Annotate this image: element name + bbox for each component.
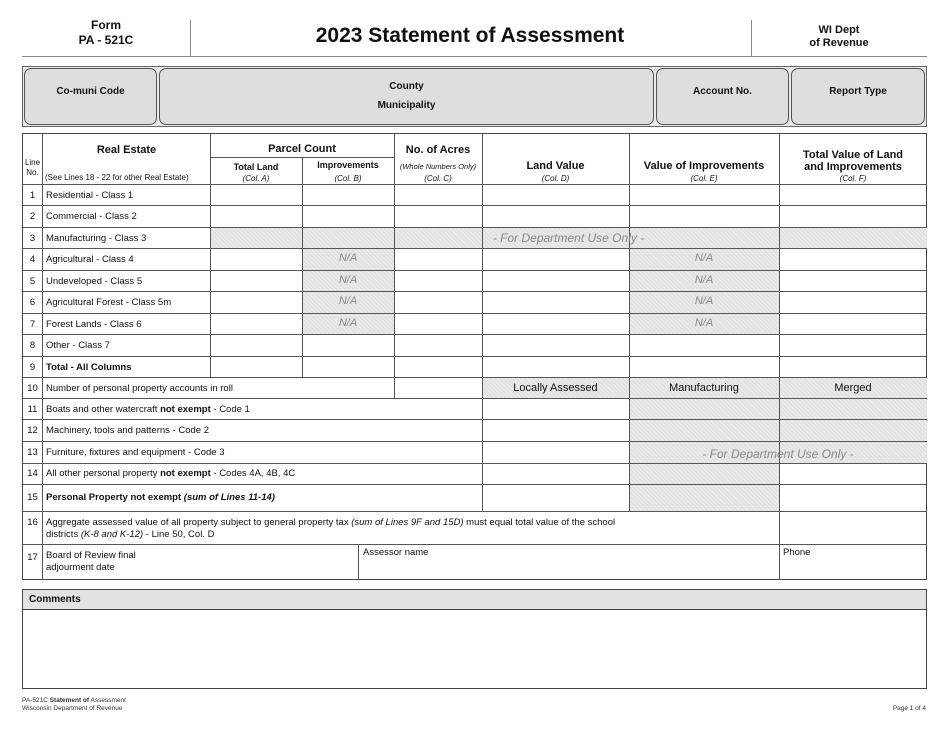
row-label: Personal Property not exempt (sum of Lines 11-14) <box>46 492 275 503</box>
dept-line-1: WI Dept <box>818 24 860 36</box>
row-label: Forest Lands - Class 6 <box>46 319 142 330</box>
row12-shaded <box>629 419 927 441</box>
na-marker: N/A <box>338 252 358 264</box>
assessment-table <box>22 133 927 580</box>
col-f-label: (Col. F) <box>839 174 867 183</box>
row-number: 8 <box>29 340 36 351</box>
comuni-code-label: Co-muni Code <box>56 86 125 97</box>
comuni-code-field[interactable] <box>24 68 157 125</box>
row-label: Agricultural - Class 4 <box>46 254 134 265</box>
na-marker: N/A <box>694 295 714 307</box>
row-number: 6 <box>29 297 36 308</box>
total-land-header: Total Land <box>233 162 279 172</box>
dept-use-only-row3: - For Department Use Only - <box>492 231 645 245</box>
row-number: 4 <box>29 254 36 265</box>
value-improvements-header: Value of Improvements <box>643 160 765 172</box>
total-value-header-1: Total Value of Land <box>802 149 904 161</box>
row-label: Undeveloped - Class 5 <box>46 276 143 287</box>
manufacturing-label: Manufacturing <box>669 382 739 394</box>
col-c-label: (Col. C) <box>424 174 452 183</box>
line-no-header: Line No. <box>24 158 41 177</box>
row-label: Number of personal property accounts in roll <box>46 383 233 394</box>
report-type-field[interactable] <box>791 68 925 125</box>
col-e-label: (Col. E) <box>690 174 718 183</box>
assessor-name-label: Assessor name <box>363 547 429 558</box>
row-number: 7 <box>29 319 36 330</box>
row-label: Boats and other watercraft not exempt - Code 1 <box>46 404 250 415</box>
row-number: 14 <box>27 468 38 479</box>
col-b-label: (Col. B) <box>334 174 362 183</box>
row-label: Board of Review final adjourment date <box>46 550 136 573</box>
row-number: 3 <box>29 233 36 244</box>
col-d-label: (Col. D) <box>541 174 570 183</box>
row-label: Agricultural Forest - Class 5m <box>46 297 172 308</box>
na-marker: N/A <box>694 252 714 264</box>
county-label: County <box>389 81 424 92</box>
row-number: 15 <box>27 492 38 503</box>
row-label: Total - All Columns <box>46 362 132 373</box>
row-label: All other personal property not exempt - Codes 4A, 4B, 4C <box>46 468 296 479</box>
row-number: 11 <box>27 404 38 415</box>
row15-shaded <box>629 484 779 511</box>
improvements-header: Improvements <box>317 160 379 170</box>
row-number: 1 <box>29 190 36 201</box>
acres-note: (Whole Numbers Only) <box>399 162 477 171</box>
form-number: PA - 521C <box>78 33 134 47</box>
acres-header: No. of Acres <box>405 144 471 156</box>
na-marker: N/A <box>338 295 358 307</box>
comments-section <box>22 589 927 689</box>
na-marker: N/A <box>338 317 358 329</box>
page-number: Page 1 of 4 <box>892 705 926 712</box>
phone-label: Phone <box>783 547 811 558</box>
total-value-header-2: and Improvements <box>804 161 902 173</box>
comments-header: Comments <box>23 590 926 610</box>
row-label: Residential - Class 1 <box>46 190 134 201</box>
land-value-header: Land Value <box>526 160 585 172</box>
row-number: 5 <box>29 276 36 287</box>
row14-shaded <box>629 463 779 484</box>
row-label: Furniture, fixtures and equipment - Code 3 <box>46 447 225 458</box>
header-rule <box>22 56 927 57</box>
col-a-label: (Col. A) <box>242 174 270 183</box>
comments-textarea[interactable] <box>23 610 926 688</box>
dept-use-only-row13: - For Department Use Only - <box>702 447 854 461</box>
account-no-field[interactable] <box>656 68 789 125</box>
locally-assessed-label: Locally Assessed <box>513 382 598 394</box>
merged-label: Merged <box>834 382 872 394</box>
row-number: 13 <box>27 447 38 458</box>
row-number: 12 <box>27 425 38 436</box>
county-municipality-field[interactable] <box>159 68 654 125</box>
page-title: 2023 Statement of Assessment <box>315 24 625 47</box>
na-marker: N/A <box>694 274 714 286</box>
form-label: Form <box>91 18 121 32</box>
parcel-count-header: Parcel Count <box>268 143 336 155</box>
na-marker: N/A <box>694 317 714 329</box>
row-number: 17 <box>27 552 38 563</box>
row11-shaded <box>629 398 927 419</box>
row-number: 2 <box>29 211 36 222</box>
footer-left: PA-521C Statement of Assessment Wisconsin Department of Revenue <box>22 697 126 712</box>
real-estate-note: (See Lines 18 - 22 for other Real Estate) <box>45 173 189 182</box>
report-type-label: Report Type <box>829 86 887 97</box>
row-number: 10 <box>27 383 38 394</box>
row-label: Other - Class 7 <box>46 340 110 351</box>
dept-line-2: of Revenue <box>809 37 869 49</box>
account-no-label: Account No. <box>693 86 752 97</box>
row-number: 16 <box>27 517 38 528</box>
real-estate-header: Real Estate <box>96 144 157 156</box>
form-number-block <box>22 18 190 58</box>
na-marker: N/A <box>338 274 358 286</box>
row-label: Manufacturing - Class 3 <box>46 233 147 244</box>
row-label: Commercial - Class 2 <box>46 211 137 222</box>
municipality-label: Municipality <box>377 100 436 111</box>
row-label: Aggregate assessed value of all property subject to general property tax (sum of Lines 9F and 15D) must equal total value of the school districts (K-8 and K-12) - Line 50, Col. D <box>46 517 616 540</box>
department-block <box>752 24 926 50</box>
row-number: 9 <box>29 362 36 373</box>
row-label: Machinery, tools and patterns - Code 2 <box>46 425 209 436</box>
